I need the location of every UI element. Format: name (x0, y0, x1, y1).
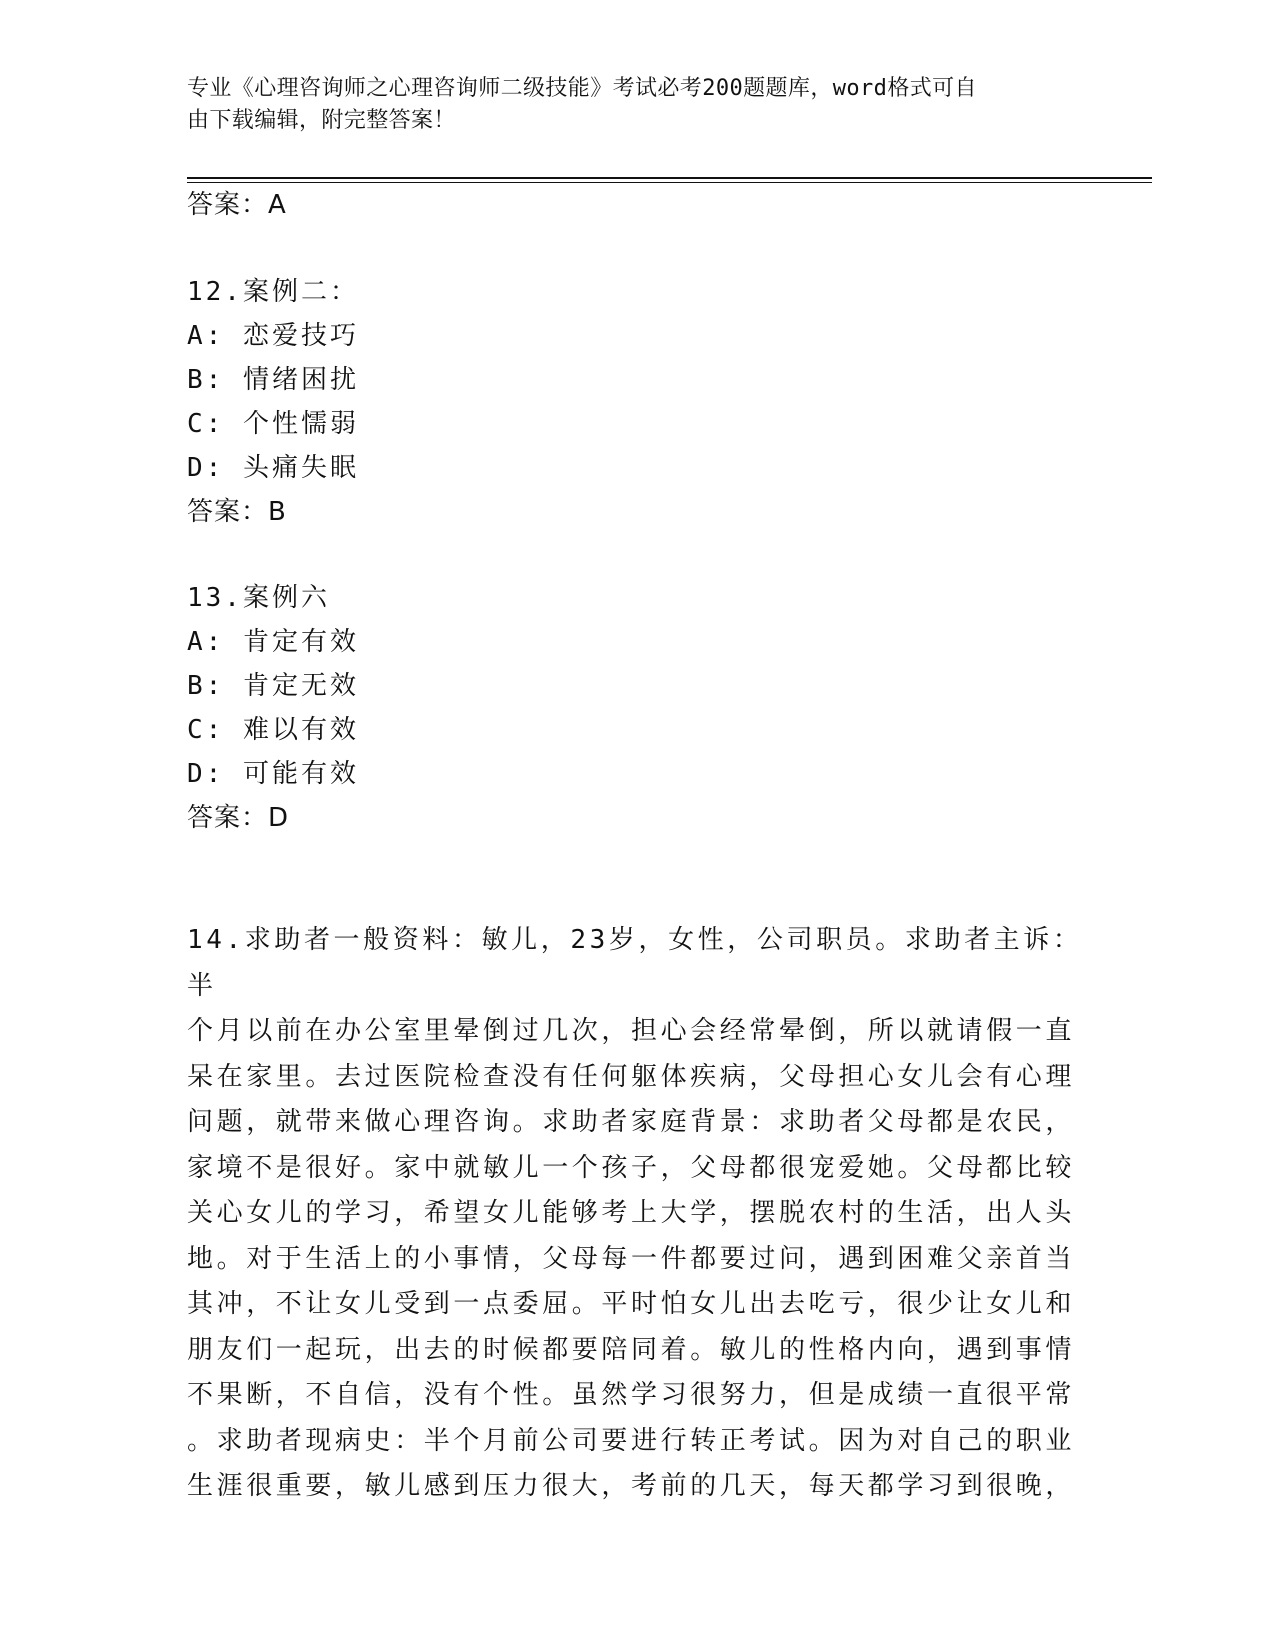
question-14-line: 地。对于生活上的小事情，父母每一件都要过问，遇到困难父亲首当 (187, 1243, 1076, 1274)
question-14-body (187, 918, 1087, 1510)
question-12-option-b: B: 情绪困扰 (187, 365, 359, 395)
question-14-line: 朋友们一起玩，出去的时候都要陪同着。敏儿的性格内向，遇到事情 (187, 1334, 1076, 1365)
header-divider-thick (187, 177, 1152, 179)
header-line-1: 专业《心理咨询师之心理咨询师二级技能》考试必考200题题库，word格式可自 (187, 76, 977, 101)
question-13-title: 13.案例六 (187, 583, 330, 613)
question-14-line: 个月以前在办公室里晕倒过几次，担心会经常晕倒，所以就请假一直 (187, 1016, 1076, 1046)
question-13-option-b: B: 肯定无效 (187, 671, 359, 701)
question-14-line: 生涯很重要，敏儿感到压力很大，考前的几天，每天都学习到很晚， (187, 1471, 1076, 1501)
question-12-option-c: C: 个性懦弱 (187, 409, 359, 439)
answer-11: 答案：A (187, 190, 287, 220)
question-14-line: 不果断，不自信，没有个性。虽然学习很努力，但是成绩一直很平常 (187, 1380, 1076, 1410)
header-line-2: 由下载编辑，附完整答案！ (187, 108, 456, 133)
page-header (187, 73, 1067, 137)
question-13-option-d: D: 可能有效 (187, 759, 359, 789)
question-12-title: 12.案例二： (187, 277, 359, 307)
question-13-option-c: C: 难以有效 (187, 715, 359, 745)
question-14-line: 关心女儿的学习，希望女儿能够考上大学，摆脱农村的生活，出人头 (187, 1198, 1076, 1228)
question-12-option-a: A: 恋爱技巧 (187, 321, 359, 351)
question-12-option-d: D: 头痛失眠 (187, 453, 359, 483)
question-13-option-a: A: 肯定有效 (187, 627, 359, 657)
question-14-line: 家境不是很好。家中就敏儿一个孩子，父母都很宠爱她。父母都比较 (187, 1152, 1076, 1183)
question-13-answer: 答案：D (187, 803, 290, 833)
question-14-line: 14.求助者一般资料：敏儿，23岁，女性，公司职员。求助者主诉：半 (187, 925, 1083, 1001)
question-14-line: 。求助者现病史：半个月前公司要进行转正考试。因为对自己的职业 (187, 1425, 1076, 1456)
question-14-line: 呆在家里。去过医院检查没有任何躯体疾病，父母担心女儿会有心理 (187, 1061, 1076, 1092)
question-14-line: 其冲，不让女儿受到一点委屈。平时怕女儿出去吃亏，很少让女儿和 (187, 1289, 1076, 1319)
question-12-answer: 答案：B (187, 497, 287, 527)
question-14-line: 问题，就带来做心理咨询。求助者家庭背景：求助者父母都是农民， (187, 1107, 1076, 1137)
header-divider-thin (187, 182, 1152, 183)
